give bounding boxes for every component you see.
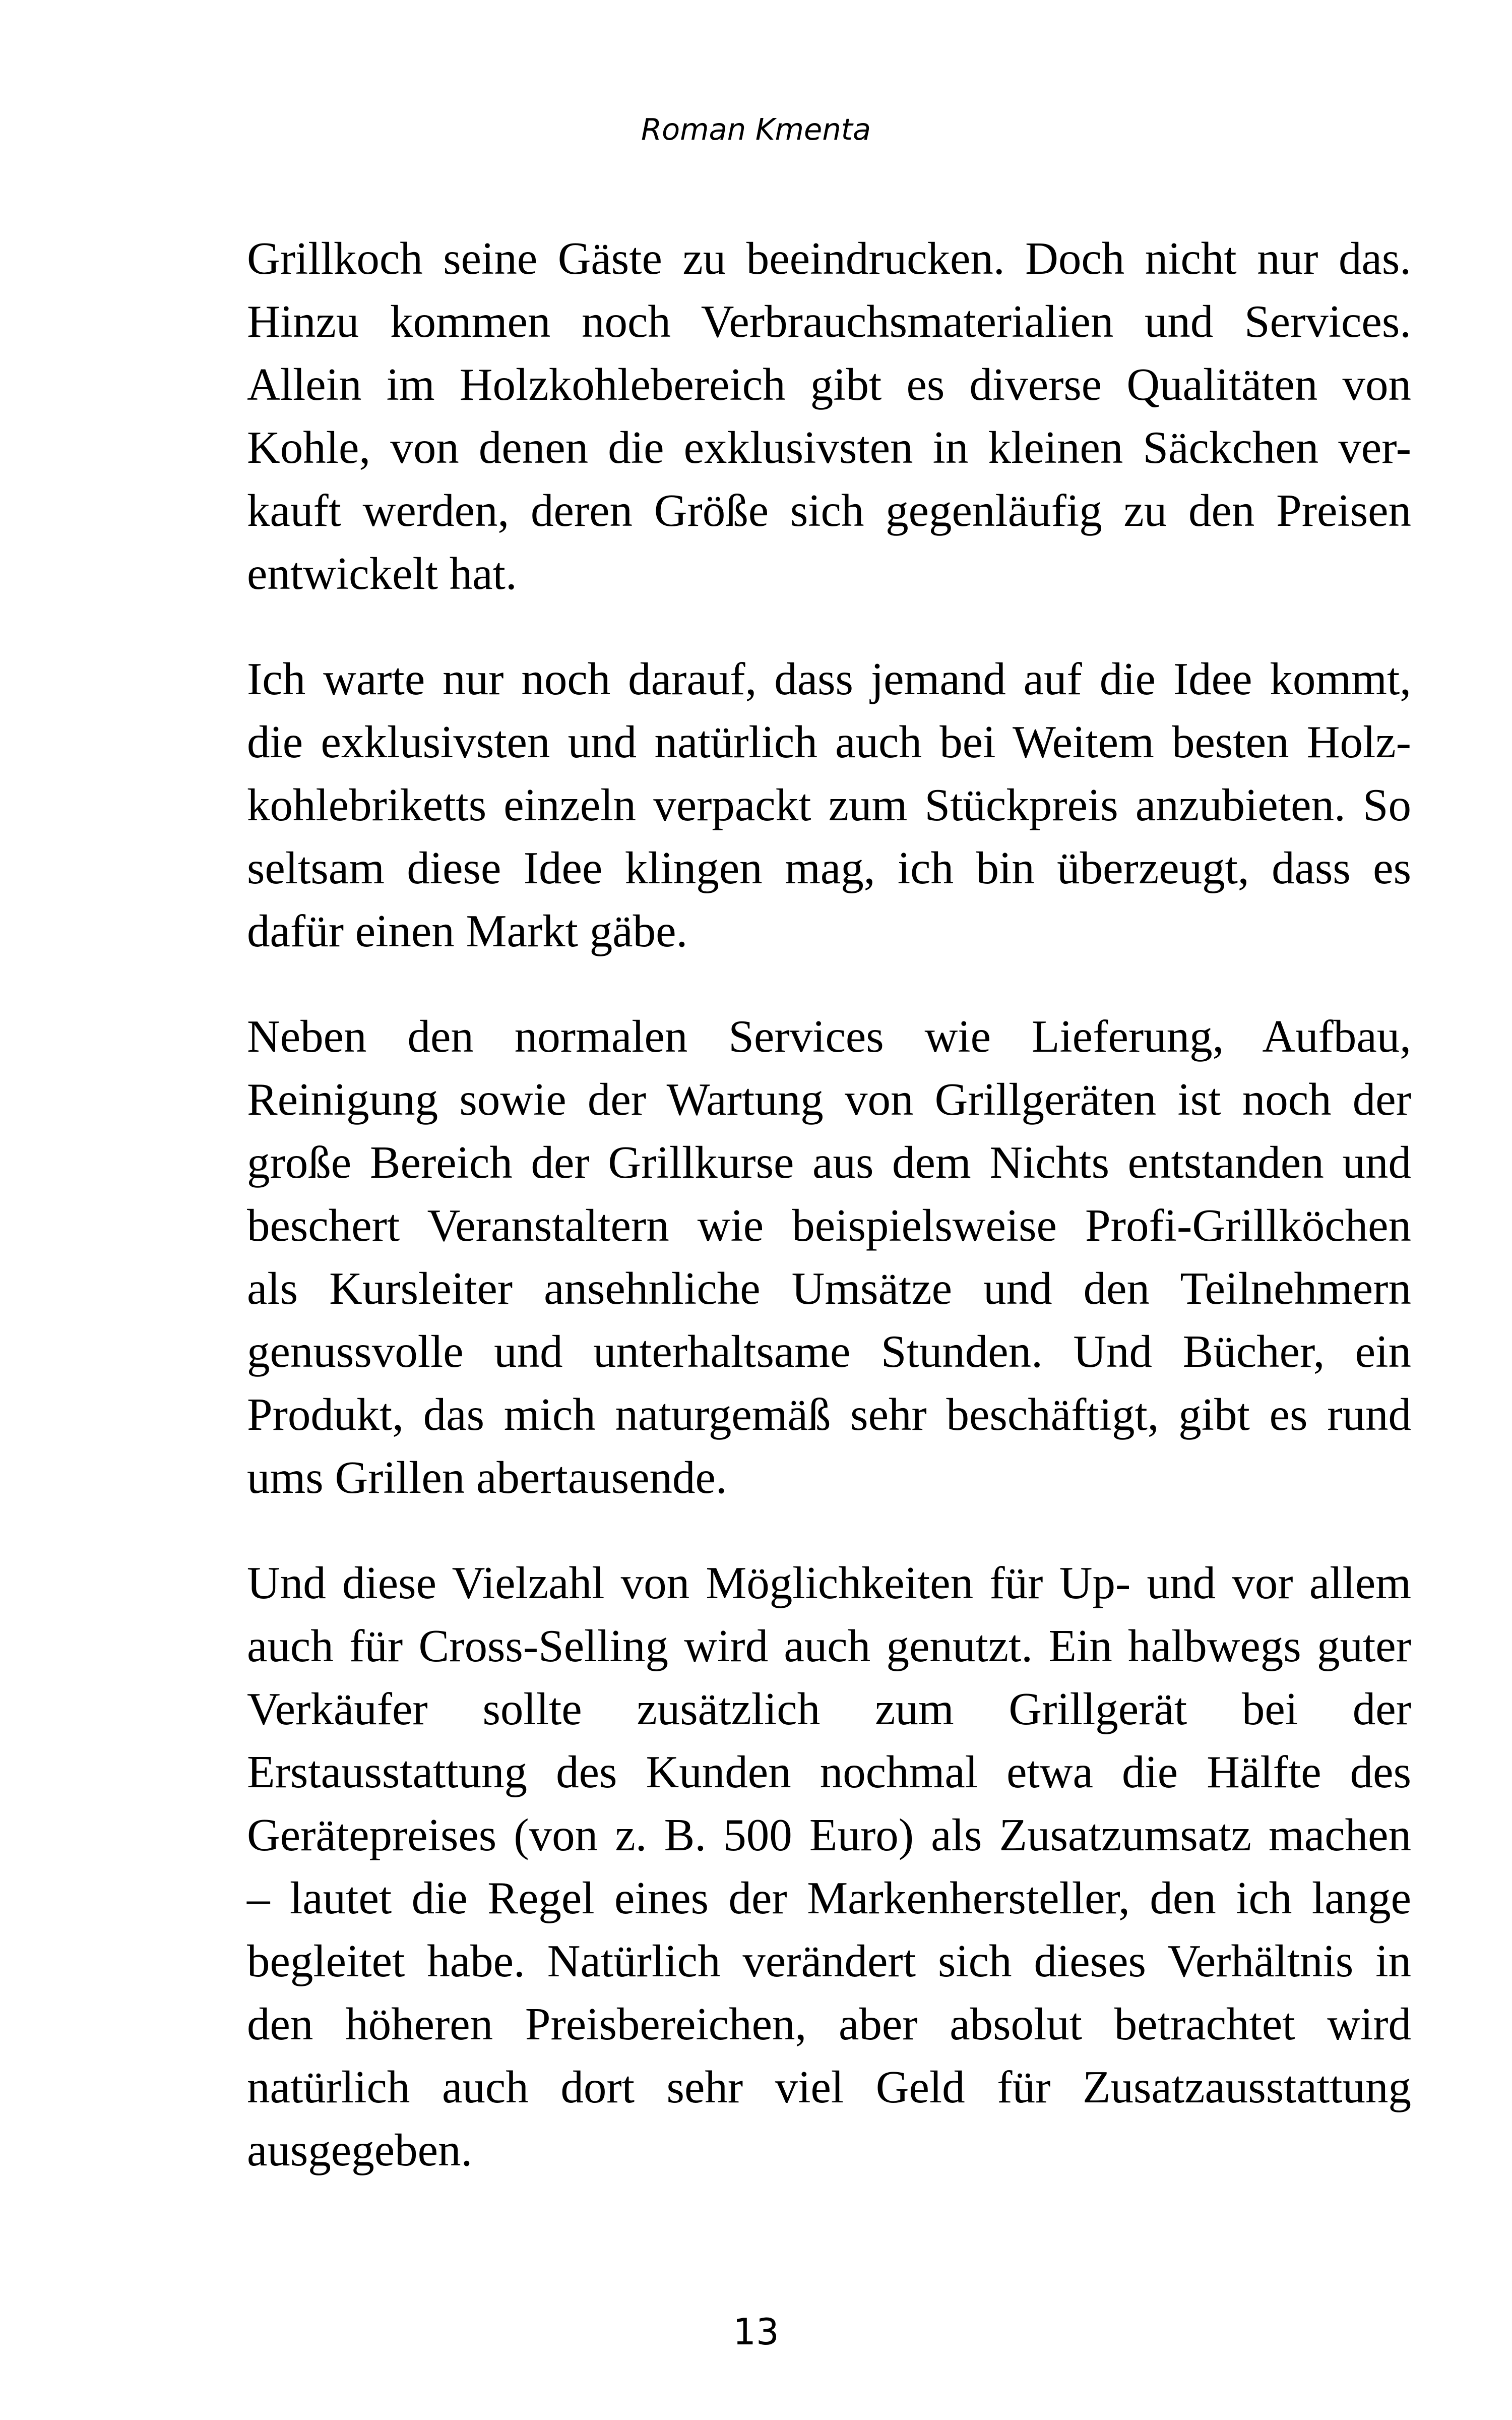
paragraph-4	[247, 1551, 1411, 2182]
page-number: 13	[733, 2311, 779, 2353]
text-line: – lautet die Regel eines der Markenhersteller, den ich lange	[247, 1872, 1411, 1923]
text-line: Reinigung sowie der Wartung von Grillgeräten ist noch der	[247, 1074, 1411, 1125]
text-line: dafür einen Markt gäbe.	[247, 905, 688, 956]
paragraph-3	[247, 1005, 1411, 1509]
text-line: kauft werden, deren Größe sich gegenläufig zu den Preisen	[247, 485, 1411, 536]
body-text	[247, 227, 1411, 2182]
text-line: seltsam diese Idee klingen mag, ich bin überzeugt, dass es	[247, 842, 1411, 893]
text-line: Grillkoch seine Gäste zu beeindrucken. Doch nicht nur das.	[247, 233, 1411, 284]
paragraph-1	[247, 227, 1411, 605]
text-line: als Kursleiter ansehnliche Umsätze und den Teilnehmern	[247, 1263, 1411, 1314]
text-line: Und diese Vielzahl von Möglichkeiten für Up- und vor allem	[247, 1557, 1411, 1608]
text-line: Ich warte nur noch darauf, dass jemand auf die Idee kommt,	[247, 653, 1411, 704]
text-line: ausgegeben.	[247, 2125, 473, 2175]
text-line: natürlich auch dort sehr viel Geld für Zusatzausstattung	[247, 2062, 1411, 2112]
text-line: den höheren Preisbereichen, aber absolut betrachtet wird	[247, 1999, 1411, 2049]
text-line: entwickelt hat.	[247, 548, 517, 599]
text-line: auch für Cross-Selling wird auch genutzt. Ein halbwegs guter	[247, 1620, 1411, 1671]
text-line: Erstausstattung des Kunden nochmal etwa die Hälfte des	[247, 1746, 1411, 1797]
text-line: begleitet habe. Natürlich verändert sich dieses Verhältnis in	[247, 1935, 1411, 1986]
paragraph-2	[247, 647, 1411, 962]
text-line: kohlebriketts einzeln verpackt zum Stückpreis anzubieten. So	[247, 779, 1411, 830]
text-line: die exklusivsten und natürlich auch bei Weitem besten Holz-	[247, 716, 1411, 767]
text-line: Hinzu kommen noch Verbrauchsmaterialien und Services.	[247, 296, 1411, 347]
text-line: Produkt, das mich naturgemäß sehr beschäftigt, gibt es rund	[247, 1389, 1411, 1440]
text-line: große Bereich der Grillkurse aus dem Nichts entstanden und	[247, 1137, 1411, 1188]
running-header-author: Roman Kmenta	[641, 112, 871, 147]
text-line: ums Grillen abertausende.	[247, 1452, 727, 1503]
text-line: Allein im Holzkohlebereich gibt es diverse Qualitäten von	[247, 359, 1411, 410]
text-line: Gerätepreises (von z. B. 500 Euro) als Zusatzumsatz machen	[247, 1809, 1411, 1860]
text-line: Verkäufer sollte zusätzlich zum Grillgerät bei der	[247, 1683, 1411, 1734]
text-line: Kohle, von denen die exklusivsten in kleinen Säckchen ver-	[247, 422, 1411, 473]
text-line: genussvolle und unterhaltsame Stunden. Und Bücher, ein	[247, 1326, 1411, 1377]
text-line: beschert Veranstaltern wie beispielsweise Profi-Grillköchen	[247, 1200, 1411, 1251]
text-line: Neben den normalen Services wie Lieferung, Aufbau,	[247, 1011, 1411, 1062]
